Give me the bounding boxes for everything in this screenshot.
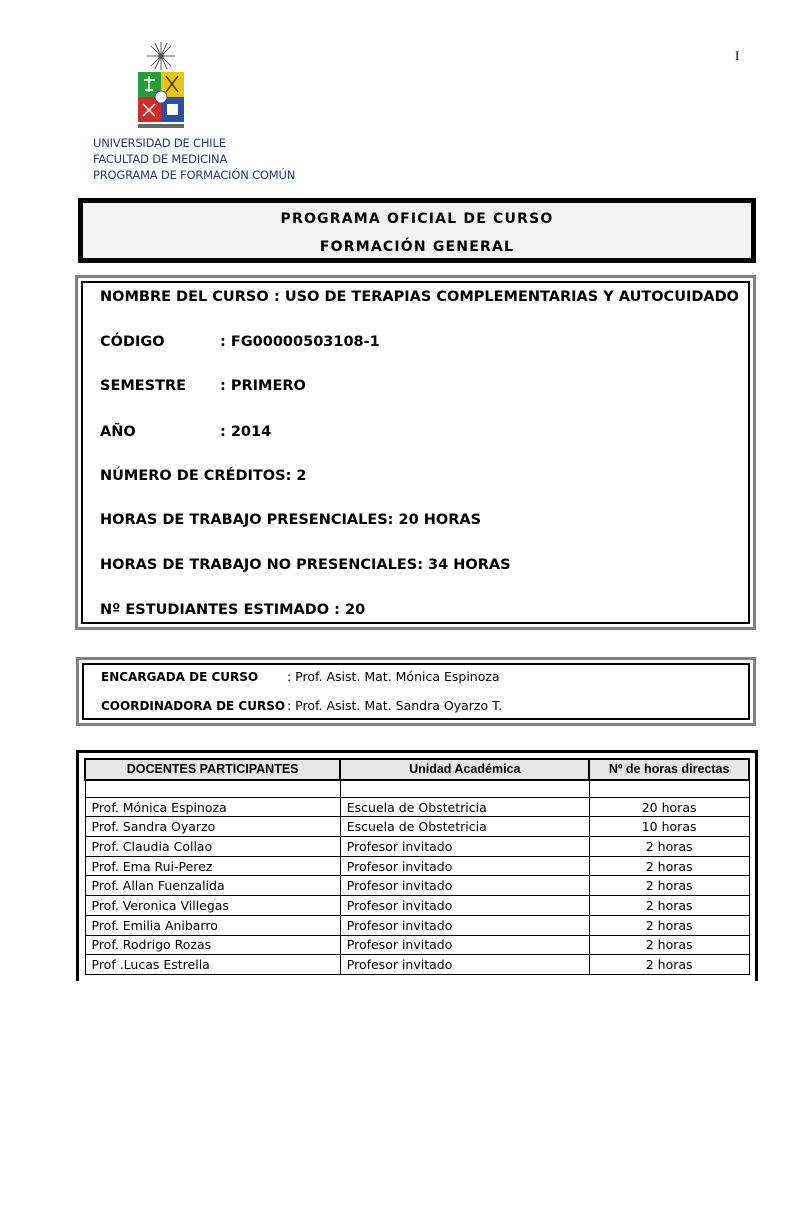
staff-hours: 2 horas xyxy=(589,856,749,876)
staff-name: Prof. Claudia Collao xyxy=(85,837,340,857)
table-row xyxy=(85,797,749,817)
university-crest-logo xyxy=(134,40,188,132)
in-person-hours-row: HORAS DE TRABAJO PRESENCIALES: 20 HORAS xyxy=(100,512,482,528)
table-row xyxy=(85,896,749,916)
staff-hours: 2 horas xyxy=(589,915,749,935)
course-code-value: : FG00000503108-1 xyxy=(220,334,380,350)
course-info-box xyxy=(75,275,756,630)
course-lead-label: ENCARGADA DE CURSO xyxy=(101,670,259,684)
year-label: AÑO xyxy=(100,424,136,440)
year-row xyxy=(100,424,272,440)
staff-hours: 10 horas xyxy=(589,817,749,837)
staff-hours: 2 horas xyxy=(589,896,749,916)
staff-unit: Profesor invitado xyxy=(340,955,589,975)
staff-name: Prof. Veronica Villegas xyxy=(85,896,340,916)
document-title-box xyxy=(78,198,756,263)
faculty-name: FACULTAD DE MEDICINA xyxy=(93,152,228,166)
staff-unit: Profesor invitado xyxy=(340,935,589,955)
header-docentes: DOCENTES PARTICIPANTES xyxy=(85,759,340,780)
table-row xyxy=(85,955,749,975)
course-code-row xyxy=(100,334,380,350)
coordinator-value: : Prof. Asist. Mat. Sandra Oyarzo T. xyxy=(287,698,503,713)
year-value: : 2014 xyxy=(220,424,272,440)
staff-unit: Escuela de Obstetricia xyxy=(340,817,589,837)
staff-name: Prof. Mónica Espinoza xyxy=(85,797,340,817)
staff-unit: Profesor invitado xyxy=(340,915,589,935)
staff-unit: Escuela de Obstetricia xyxy=(340,797,589,817)
table-row xyxy=(85,837,749,857)
students-row: Nº ESTUDIANTES ESTIMADO : 20 xyxy=(100,602,366,618)
staff-unit: Profesor invitado xyxy=(340,837,589,857)
credits-row: NÚMERO DE CRÉDITOS: 2 xyxy=(100,468,307,484)
staff-unit: Profesor invitado xyxy=(340,856,589,876)
program-name: PROGRAMA DE FORMACIÓN COMÚN xyxy=(93,168,296,182)
staff-hours: 2 horas xyxy=(589,876,749,896)
semester-row xyxy=(100,378,306,394)
table-row xyxy=(85,915,749,935)
semester-value: : PRIMERO xyxy=(220,378,306,394)
course-lead-value: : Prof. Asist. Mat. Mónica Espinoza xyxy=(287,669,500,684)
institution-header xyxy=(93,135,295,183)
staff-hours: 20 horas xyxy=(589,797,749,817)
table-row xyxy=(85,876,749,896)
course-responsables-box xyxy=(76,657,756,726)
staff-name: Prof. Sandra Oyarzo xyxy=(85,817,340,837)
remote-hours-row: HORAS DE TRABAJO NO PRESENCIALES: 34 HORAS xyxy=(100,557,511,573)
staff-name: Prof. Allan Fuenzalida xyxy=(85,876,340,896)
page-number: I xyxy=(735,48,740,63)
table-row xyxy=(85,935,749,955)
staff-name: Prof. Ema Rui-Perez xyxy=(85,856,340,876)
staff-table-header xyxy=(85,759,749,780)
blank-row xyxy=(85,780,749,798)
staff-name: Prof .Lucas Estrella xyxy=(85,955,340,975)
document-subtitle: FORMACIÓN GENERAL xyxy=(319,239,515,255)
semester-label: SEMESTRE xyxy=(100,378,187,394)
staff-table xyxy=(84,758,750,975)
table-row xyxy=(85,856,749,876)
table-row xyxy=(85,817,749,837)
course-code-label: CÓDIGO xyxy=(100,334,165,350)
course-name-label: NOMBRE DEL CURSO xyxy=(100,289,269,305)
staff-name: Prof. Rodrigo Rozas xyxy=(85,935,340,955)
staff-unit: Profesor invitado xyxy=(340,896,589,916)
course-name-row xyxy=(100,289,739,305)
staff-hours: 2 horas xyxy=(589,837,749,857)
document-title: PROGRAMA OFICIAL DE CURSO xyxy=(280,211,554,227)
staff-unit: Profesor invitado xyxy=(340,876,589,896)
university-name: UNIVERSIDAD DE CHILE xyxy=(93,136,226,150)
staff-name: Prof. Emilia Anibarro xyxy=(85,915,340,935)
course-name-value: : USO DE TERAPIAS COMPLEMENTARIAS Y AUTOCUIDADO xyxy=(274,289,739,305)
coordinator-label: COORDINADORA DE CURSO xyxy=(101,699,286,713)
header-unidad: Unidad Académica xyxy=(340,759,589,780)
staff-hours: 2 horas xyxy=(589,955,749,975)
staff-hours: 2 horas xyxy=(589,935,749,955)
header-horas: Nº de horas directas xyxy=(589,759,749,780)
